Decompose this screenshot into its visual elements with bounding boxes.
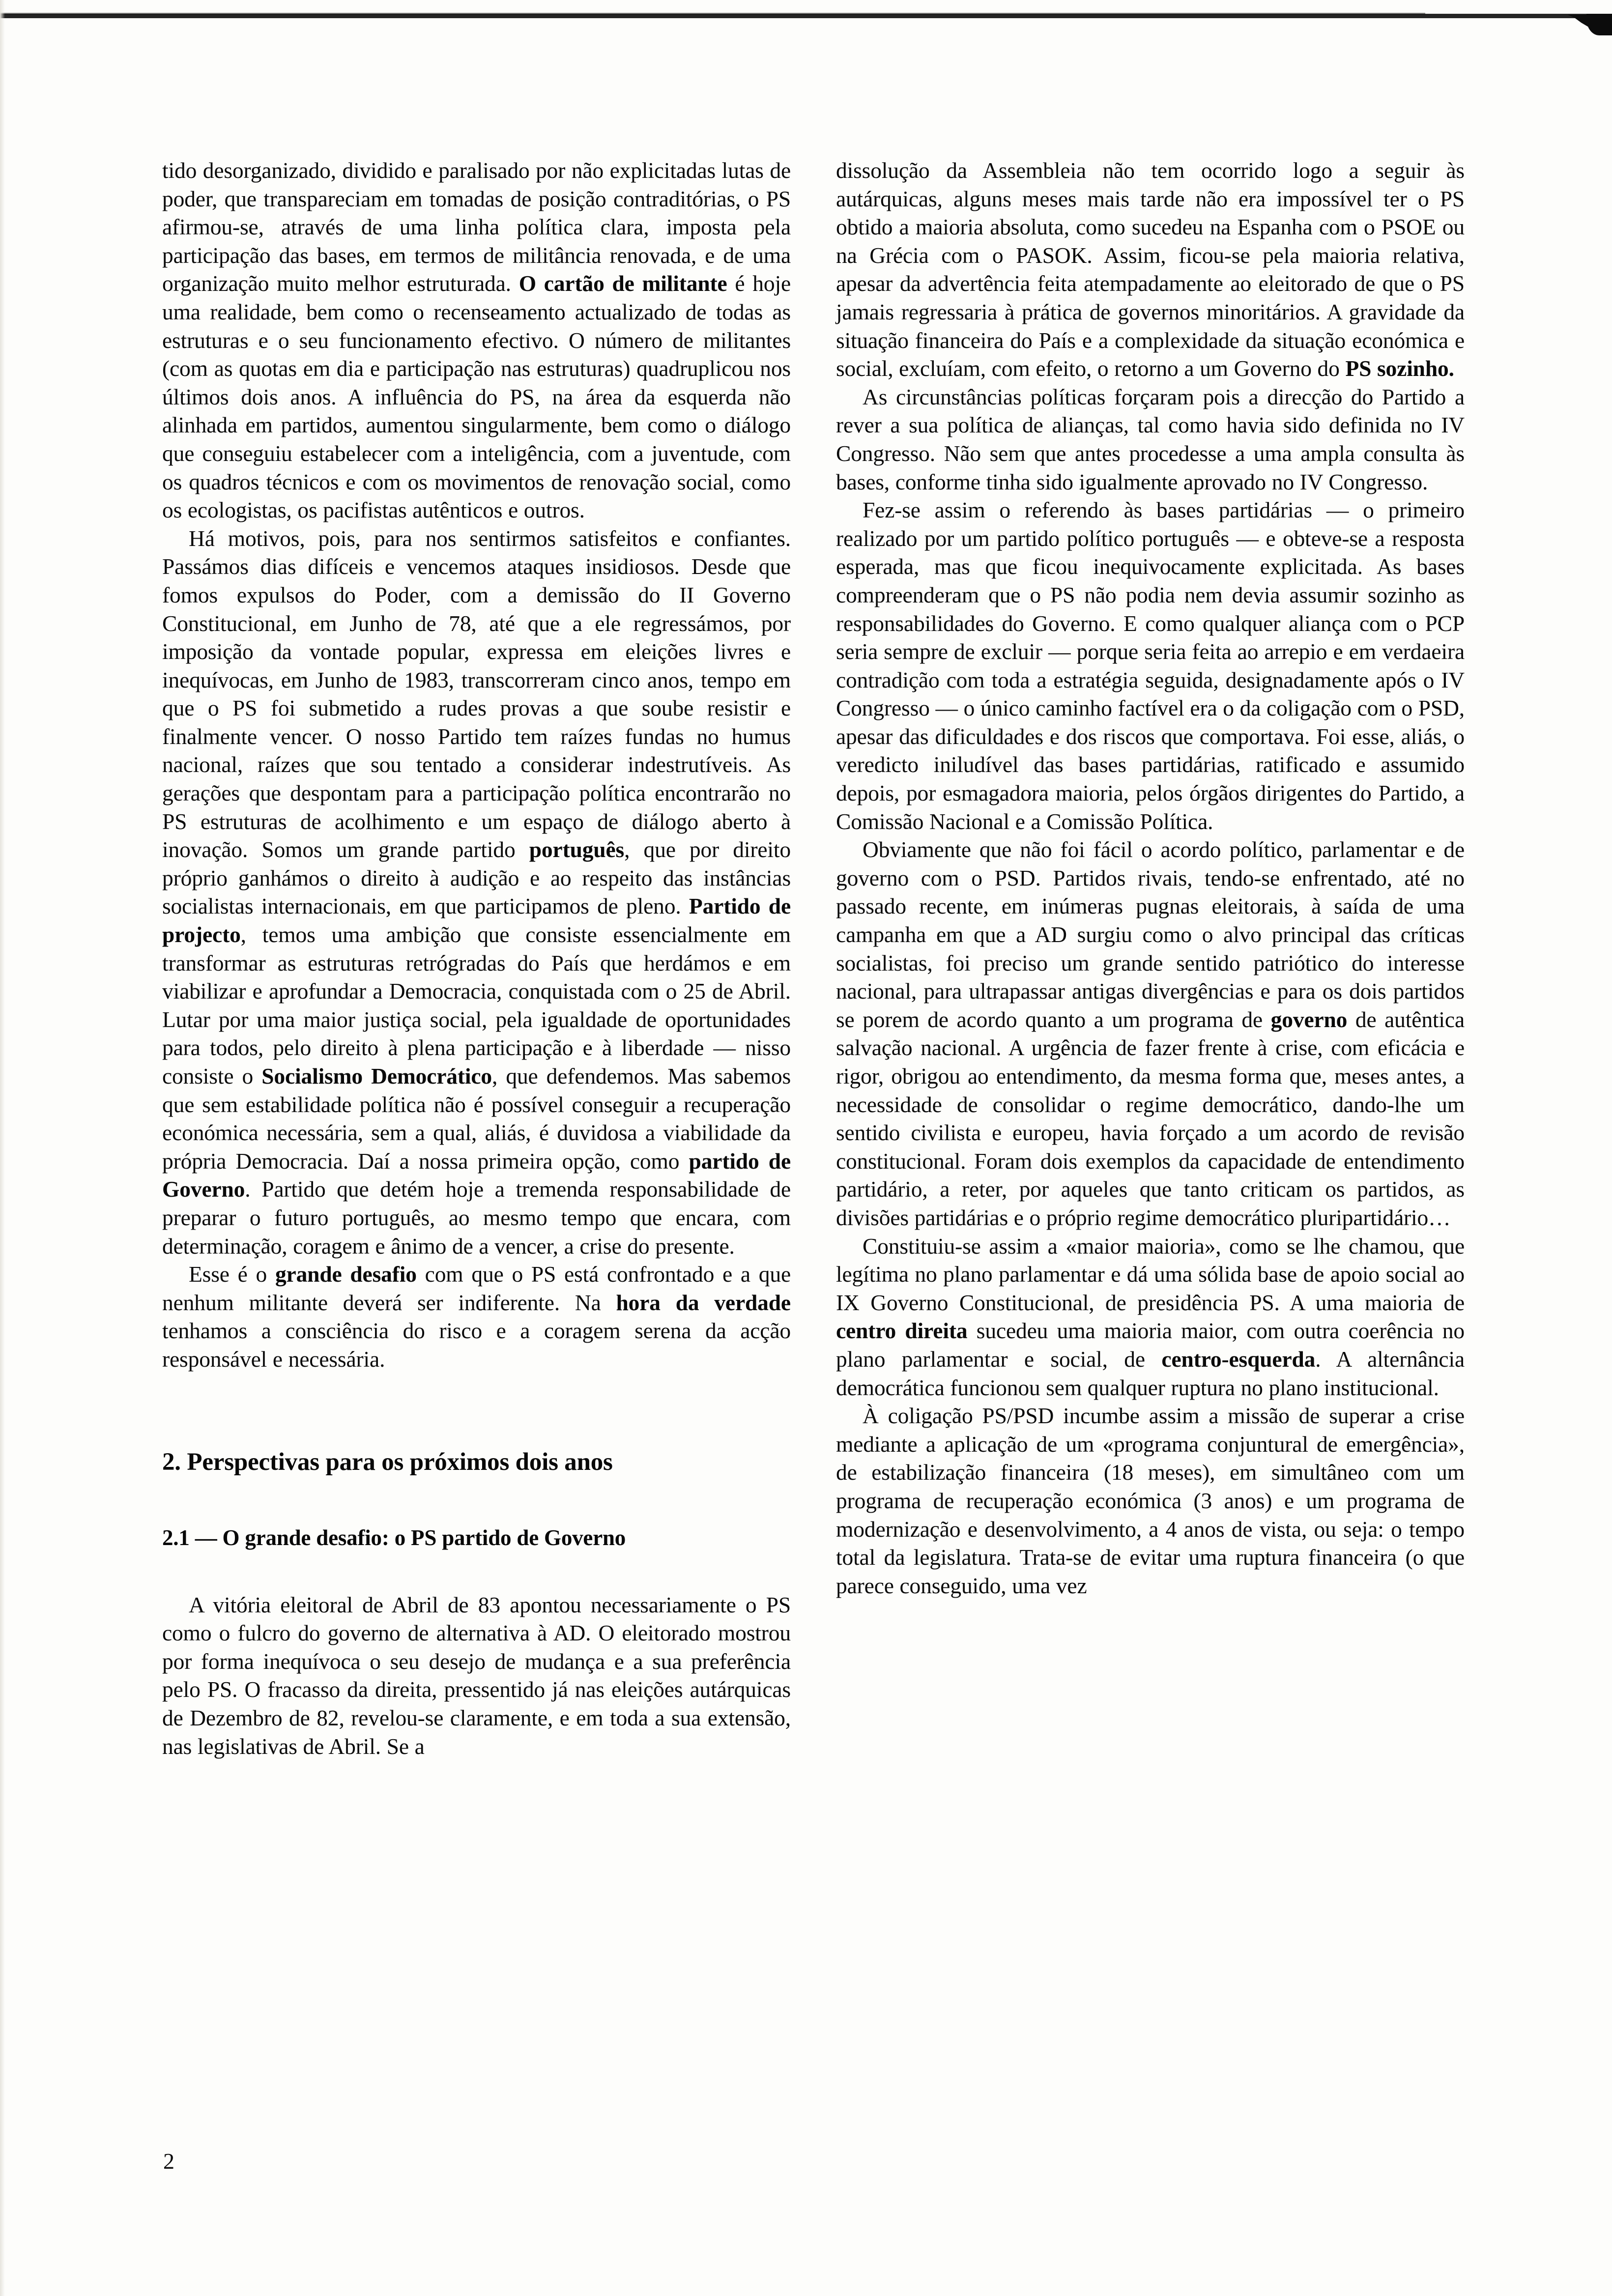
emphasis-run: O cartão de militante (518, 271, 727, 296)
subsection-gap-below (162, 1551, 791, 1591)
text-run: Fez-se assim o referendo às bases partidárias — o primeiro realizado por um partido político português — e obteve-se a resposta esperada, mas que ficou inequivocamente explicitada. As bases compreenderam que o PS não podia nem devia assumir sozinho as responsabilidades do Governo. E como qualquer aliança com o PCP seria sempre de excluir — porque seria feita ao arrepio e em verdaeira contradição com toda a estratégia seguida, designadamente após o IV Congresso — o único caminho factível era o da coligação com o PSD, apesar das dificuldades e dos riscos que comportava. Foi esse, aliás, o veredicto iniludível das bases partidárias, ratificado e assumido depois, por esmagadora maioria, pelos órgãos dirigentes do Partido, a Comissão Nacional e a Comissão Política. (836, 497, 1465, 834)
section-gap-below (162, 1477, 791, 1524)
body-paragraph (836, 156, 1465, 383)
text-run: de autêntica salvação nacional. A urgência de fazer frente à crise, com eficácia e rigor, obrigou ao entendimento, da mesma forma que, meses antes, a necessidade de consolidar o regime democrático, dando-lhe um sentido civilista e europeu, havia forçado a um acordo de revisão constitucional. Foram dois exemplos da capacidade de entendimento partidário, a reter, por aqueles que tanto criticam os partidos, as divisões partidárias e o próprio regime democrático pluripartidário… (836, 1006, 1465, 1230)
body-paragraph (836, 835, 1465, 1232)
emphasis-run: PS sozinho. (1345, 356, 1454, 381)
text-run: sucedeu uma maioria maior, com outra coerência no plano parlamentar e social, de (836, 1318, 1465, 1372)
emphasis-run: centro direita (836, 1318, 968, 1344)
text-run: Há motivos, pois, para nos sentirmos satisfeitos e confiantes. Passámos dias difíceis e vencemos ataques insidiosos. Desde que fomos expulsos do Poder, com a demissão do II Governo Constitucional, em Junho de 78, até que a ele regressámos, por imposição da vontade popular, expressa em eleições livres e inequívocas, em Junho de 1983, transcorreram cinco anos, tempo em que o PS foi submetido a rudes provas a que soube resistir e finalmente vencer. O nosso Partido tem raízes fundas no humus nacional, raízes que sou tentado a considerar indestrutíveis. As gerações que despontam para a participação política encontrarão no PS estruturas de acolhimento e um espaço de diálogo aberto à inovação. Somos um grande partido (162, 525, 791, 862)
text-run: , que defendemos. Mas sabemos que sem estabilidade política não é possível conseguir a recuperação económica necessária, sem a qual, aliás, é duvidosa a viabilidade da própria Democracia. Daí a nossa primeira opção, como (162, 1063, 791, 1174)
emphasis-run: português (529, 837, 625, 862)
left-text-column (162, 156, 791, 2142)
text-run: dissolução da Assembleia não tem ocorrido logo a seguir às autárquicas, alguns meses mais tarde não era impossível ter o PS obtido a maioria absoluta, como sucedeu na Espanha com o PSOE ou na Grécia com o PASOK. Assim, ficou-se pela maioria relativa, apesar da advertência feita atempadamente ao eleitorado de que o PS jamais regressaria à prática de governos minoritários. A gravidade da situação financeira do País e a complexidade da situação económica e social, excluíam, com efeito, o retorno a um Governo do (836, 158, 1465, 381)
text-run: , temos uma ambição que consiste essencialmente em transformar as estruturas retrógradas do País que herdámos e em viabilizar e aprofundar a Democracia, conquistada com o 25 de Abril. Lutar por uma maior justiça social, pela igualdade de oportunidades para todos, pelo direito à plena participação e à liberdade — nisso consiste o (162, 922, 791, 1089)
body-paragraph (162, 156, 791, 524)
emphasis-run: grande desafio (275, 1262, 417, 1287)
text-run: tido desorganizado, dividido e paralisado por não explicitadas lutas de poder, que transpareciam em tomadas de posição contraditórias, o PS afirmou-se, através de uma linha política clara, imposta pela participação das bases, em termos de militância renovada, e de uma organização muito melhor estruturada. (162, 158, 791, 296)
body-paragraph (836, 1402, 1465, 1600)
body-paragraph (162, 524, 791, 1260)
right-text-column (836, 156, 1465, 2142)
page-number: 2 (163, 2149, 174, 2174)
emphasis-run: partido de Governo (162, 1148, 791, 1202)
emphasis-run: hora da verdade (616, 1290, 791, 1315)
scan-edge-artifact-band (0, 14, 1612, 18)
scan-corner-artifact-blob (1586, 14, 1612, 35)
body-paragraph (836, 1232, 1465, 1402)
two-column-text-body (162, 156, 1465, 2142)
section-heading: 2. Perspectivas para os próximos dois anos (162, 1448, 613, 1476)
text-run: , que por direito próprio ganhámos o direito à audição e ao respeito das instâncias socialistas internacionais, em que participamos de pleno. (162, 837, 791, 919)
text-run: A vitória eleitoral de Abril de 83 apontou necessariamente o PS como o fulcro do governo de alternativa à AD. O eleitorado mostrou por forma inequívoca o seu desejo de mudança e a sua preferência pelo PS. O fracasso da direita, pressentido já nas eleições autárquicas de Dezembro de 82, revelou-se claramente, e em toda a sua extensão, nas legislativas de Abril. Se a (162, 1592, 791, 1759)
subsection-heading: 2.1 — O grande desafio: o PS partido de Governo (162, 1525, 626, 1550)
text-run: com que o PS está confrontado e a que nenhum militante deverá ser indiferente. Na (162, 1262, 791, 1315)
text-run: Constituiu-se assim a «maior maioria», como se lhe chamou, que legítima no plano parlamentar e dá uma sólida base de apoio social ao IX Governo Constitucional, de presidência PS. A uma maioria de (836, 1233, 1465, 1315)
scan-left-edge-shadow (0, 0, 5, 2296)
body-paragraph (836, 496, 1465, 835)
body-paragraph (162, 1591, 791, 1761)
text-run: As circunstâncias políticas forçaram pois a direcção do Partido a rever a sua política de alianças, tal como havia sido definida no IV Congresso. Não sem que antes procedesse a uma ampla consulta às bases, conforme tinha sido igualmente aprovado no IV Congresso. (836, 384, 1465, 494)
emphasis-run: Socialismo Democrático (261, 1063, 492, 1089)
body-paragraph (836, 383, 1465, 496)
text-run: Esse é o (189, 1262, 275, 1287)
text-run: À coligação PS/PSD incumbe assim a missão de superar a crise mediante a aplicação de um «programa conjuntural de emergência», de estabilização financeira (18 meses), em simultâneo com um programa de recuperação económica (3 anos) e um programa de modernização e desenvolvimento, a 4 anos de vista, ou seja: o tempo total da legislatura. Trata-se de evitar uma ruptura financeira (o que parece conseguido, uma vez (836, 1403, 1465, 1598)
section-gap-above (162, 1374, 791, 1447)
text-run: é hoje uma realidade, bem como o recenseamento actualizado de todas as estruturas e o seu funcionamento efectivo. O número de militantes (com as quotas em dia e participação nas estruturas) quadruplicou nos últimos dois anos. A influência do PS, na área da esquerda não alinhada em partidos, aumentou singularmente, bem como o diálogo que conseguiu estabelecer com a inteligência, com a juventude, com os quadros técnicos e com os movimentos de renovação social, como os ecologistas, os pacifistas autênticos e outros. (162, 271, 791, 523)
text-run: Obviamente que não foi fácil o acordo político, parlamentar e de governo com o PSD. Partidos rivais, tendo-se enfrentado, até no passado recente, em inúmeras pugnas eleitorais, à saída de uma campanha em que a AD surgiu como o alvo principal das críticas socialistas, foi preciso um grande sentido patriótico do interesse nacional, para ultrapassar antigas divergências e para os dois partidos se porem de acordo quanto a um programa de (836, 837, 1465, 1032)
emphasis-run: governo (1270, 1006, 1348, 1032)
emphasis-run: centro-esquerda (1161, 1346, 1316, 1372)
emphasis-run: Partido de projecto (162, 893, 791, 947)
text-run: . Partido que detém hoje a tremenda responsabilidade de preparar o futuro português, ao mesmo tempo que encara, com determinação, coragem e ânimo de a vencer, a crise do presente. (162, 1177, 791, 1259)
body-paragraph (162, 1260, 791, 1373)
text-run: . A alternância democrática funcionou sem qualquer ruptura no plano institucional. (836, 1346, 1465, 1400)
text-run: tenhamos a consciência do risco e a coragem serena da acção responsável e necessária. (162, 1318, 791, 1372)
